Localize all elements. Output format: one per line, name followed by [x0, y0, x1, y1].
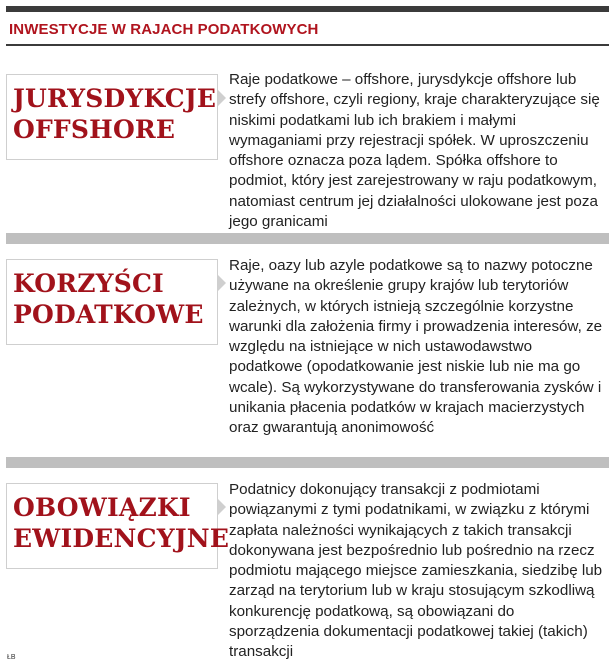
section-text: Raje podatkowe – offshore, jurysdykcje offshore lub strefy offshore, czyli regiony, kraje charakteryzujące się niskimi podatkami lub ich brakiem i małymi wymaganiami przy rejestracji spółek. W uproszczeniu offshore oznacza poza lądem. Spółka offshore to podmiot, który jest zarejestrowany w raju podatkowym, natomiast centrum jej działalności ulokowane jest poza jego granicami: [229, 71, 600, 231]
section-divider: [6, 457, 609, 468]
section-title: JURYSDYKCJE OFFSHORE: [13, 84, 217, 144]
section-title: OBOWIĄZKI EWIDENCYJNE: [13, 493, 230, 553]
section-text: Raje, oazy lub azyle podatkowe są to nazwy potoczne używane na określenie grupy krajów lub terytoriów zależnych, w których istnieją szczególnie korzystne warunki dla założenia firmy i prowadzenia interesów, ze względu na istniejące w nich ustawodawstwo podatkowe (opodatkowanie jest niskie lub nie ma go wcale). Są wykorzystywane do transferowania zysków i unikania płacenia podatków w krajach macierzystych oraz gwarantują anonimowość: [229, 257, 603, 437]
section-title-box: [6, 483, 230, 569]
page-title: INWESTYCJE W RAJACH PODATKOWYCH: [9, 21, 319, 38]
section-text: Podatnicy dokonujący transakcji z podmiotami powiązanymi z tymi podatnikami, w związku z którymi zapłata należności wynikających z takich transakcji dokonywana jest bezpośrednio lub pośrednio na rzecz podmiotu mającego miejsce zamieszkania, siedzibę lub zarząd na terytorium lub w kraju stosującym szkodliwą konkurencję podatkową, są obowiązani do sporządzenia dokumentacji podatkowej takiej (takich) transakcji: [229, 481, 603, 661]
section-title-box: [6, 74, 218, 160]
section-title: KORZYŚCI PODATKOWE: [13, 269, 204, 329]
header-divider: [6, 44, 609, 46]
section-divider: [6, 233, 609, 244]
author-credit: ŁB: [7, 654, 16, 661]
section-title-box: [6, 259, 218, 345]
top-rule: [6, 6, 609, 12]
